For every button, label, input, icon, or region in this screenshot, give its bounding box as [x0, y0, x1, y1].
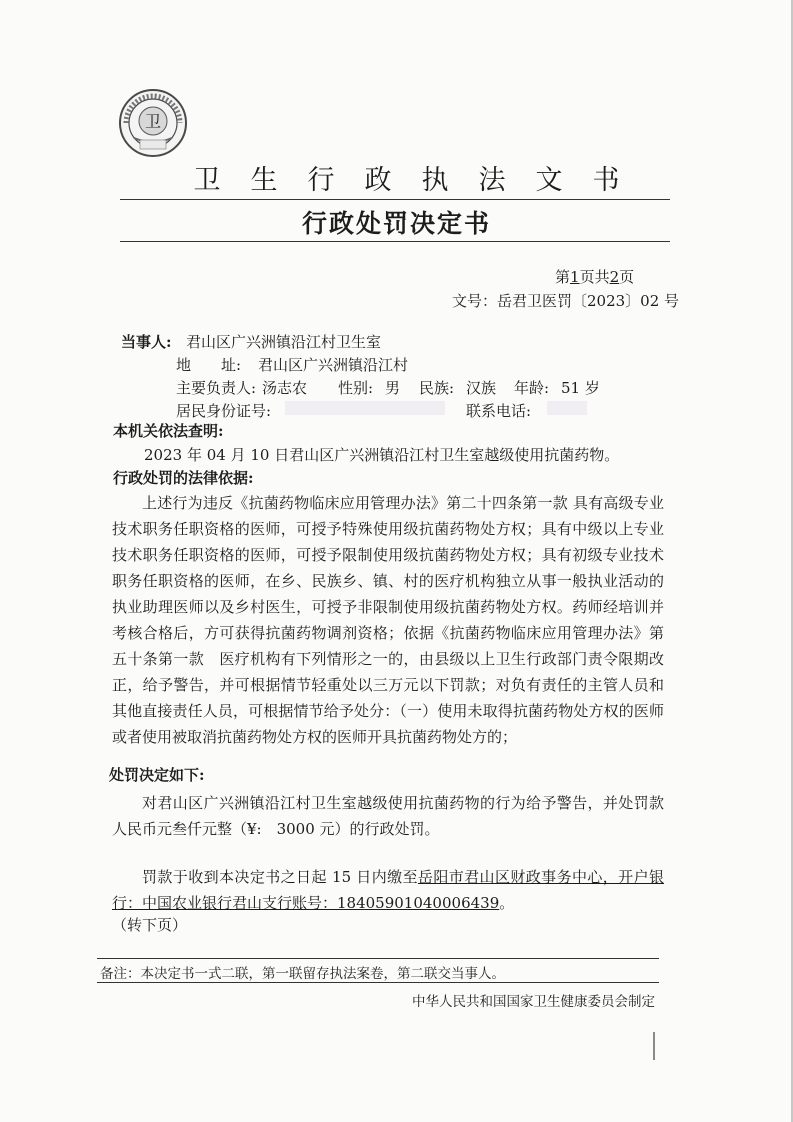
payment-account: 岳阳市君山区财政事务中心，开户银行：中国农业银行君山支行账号：18405901040006439 [112, 868, 664, 912]
decision-text: 对君山区广兴洲镇沿江村卫生室越级使用抗菌药物的行为给予警告，并处罚款人民币元叁仟元整（¥: 3000 元）的行政处罚。 [112, 794, 664, 838]
legal-basis-text: 上述行为违反《抗菌药物临床应用管理办法》第二十四条第一款 具有高级专业技术职务任职资格的医师，可授予特殊使用级抗菌药物处方权；具有中级以上专业技术职务任职资格的医师，可授予限制使用级抗菌药物处方权；具有初级专业技术职务任职资格的医师，在乡、民族乡、镇、村的医疗机构独立从事一般执业活动的执业助理医师以及乡村医生，可授予非限制使用级抗菌药物处方权。药师经培训并考核合格后，方可获得抗菌药物调剂资格；依据《抗菌药物临床应用管理办法》第五十条第一款 医疗机构有下列情形之一的，由县级以上卫生行政部门责令限期改正，给予警告，并可根据情节轻重处以三万元以下罚款；对负有责任的主管人员和其他直接责任人员，可根据情节给予处分：（一）使用未取得抗菌药物处方权的医师或者使用被取消抗菌药物处方权的医师开具抗菌药物处方的； [112, 494, 664, 746]
party-name: 君山区广兴洲镇沿江村卫生室 [186, 333, 382, 351]
remark-divider-top [97, 958, 659, 959]
phone-label: 联系电话: [466, 402, 532, 420]
findings-text: 2023 年 04 月 10 日君山区广兴洲镇沿江村卫生室越级使用抗菌药物。 [144, 446, 620, 464]
age-value: 51 岁 [561, 379, 600, 397]
page-total: 2 [609, 268, 620, 286]
id-number-redacted [285, 401, 445, 415]
address-label: 地 址: [176, 356, 242, 374]
page-info-suffix: 页 [619, 268, 635, 286]
gender-label: 性别: [338, 379, 374, 397]
header-divider-top [120, 199, 670, 200]
principal-value: 汤志农 [262, 379, 308, 397]
page-info-middle: 页共 [579, 268, 610, 286]
remark-note: 备注：本决定书一式二联，第一联留存执法案卷，第二联交当事人。 [100, 966, 505, 982]
scan-mark [653, 1032, 655, 1060]
address-value: 君山区广兴洲镇沿江村 [258, 356, 409, 374]
header-divider-bottom [120, 241, 670, 242]
issuer-footer: 中华人民共和国国家卫生健康委员会制定 [412, 994, 655, 1010]
phone-redacted [547, 401, 587, 415]
id-number-label: 居民身份证号: [176, 402, 272, 420]
page-current: 1 [570, 268, 580, 286]
age-label: 年龄: [514, 379, 550, 397]
findings-heading: 本机关依法查明: [113, 422, 224, 440]
ethnicity-value: 汉族 [466, 379, 497, 397]
ethnicity-label: 民族: [419, 379, 455, 397]
payment-prefix: 罚款于收到本决定书之日起 15 日内缴至 [142, 868, 418, 886]
continue-note: （转下页） [112, 916, 188, 934]
decision-heading: 处罚决定如下: [109, 766, 205, 784]
emblem-center-char: 卫 [144, 112, 162, 131]
remark-divider-bottom [97, 982, 659, 983]
document-number: 文号：岳君卫医罚〔2023〕02 号 [452, 292, 680, 310]
principal-label: 主要负责人: [176, 379, 257, 397]
legal-basis-heading: 行政处罚的法律依据: [113, 469, 254, 487]
party-label: 当事人: [121, 333, 172, 351]
page-info [555, 266, 634, 287]
document-title: 行政处罚决定书 [301, 209, 491, 238]
emblem-icon [118, 88, 188, 158]
page-info-prefix: 第 [555, 268, 571, 286]
gender-value: 男 [385, 379, 401, 397]
payment-suffix: 。 [499, 894, 515, 912]
health-supervision-emblem [118, 88, 188, 158]
payment-text [112, 864, 664, 916]
document-category-title: 卫生行政执法文书 [193, 165, 650, 196]
